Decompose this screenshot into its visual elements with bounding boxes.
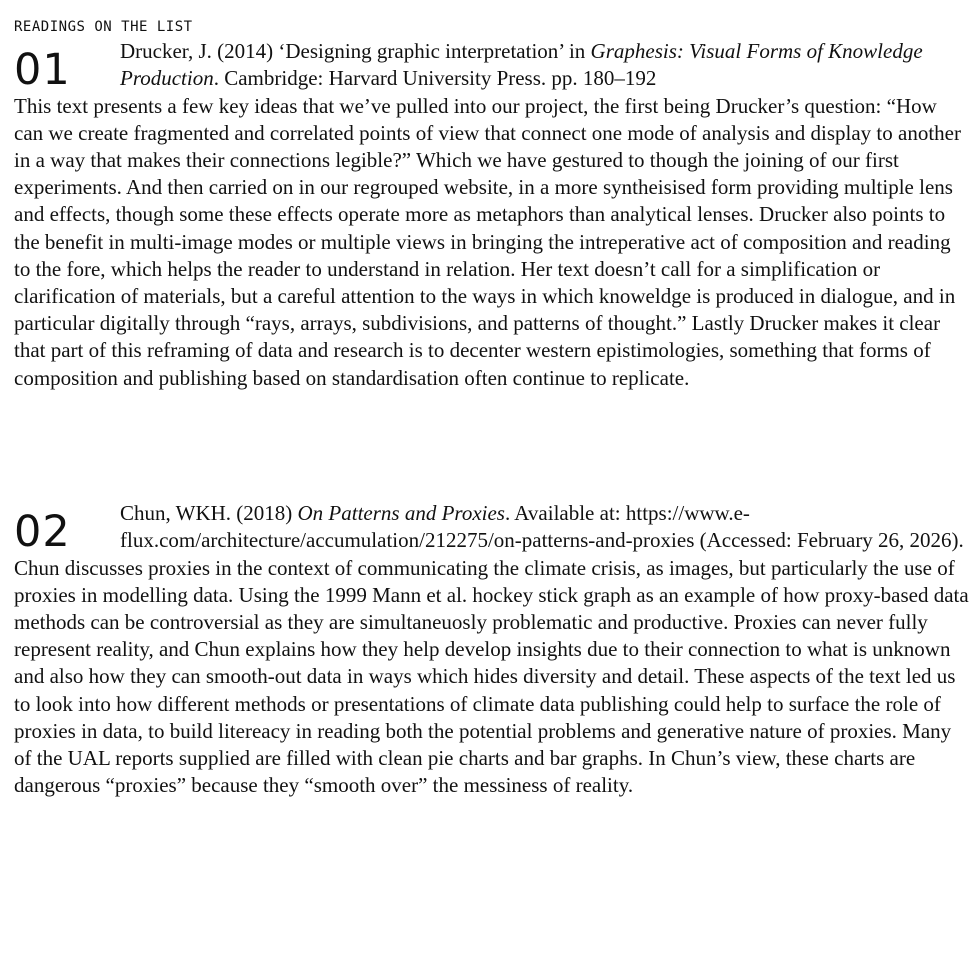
reading-entry-drucker	[14, 38, 970, 392]
reading-citation	[120, 38, 970, 93]
citation-text: . Available at: https://www.e-flux.com/architecture/accumulation/212275/on-patterns-and-proxies (Accessed: February 26, 2026).	[120, 501, 964, 553]
section-heading: READINGS ON THE LIST	[14, 19, 193, 35]
citation-text: . Cambridge: Harvard University Press. pp. 180–192	[213, 66, 657, 91]
reading-entry-chun	[14, 500, 970, 799]
citation-title: On Patterns and Proxies	[297, 501, 505, 525]
citation-text: Drucker, J. (2014) ‘Designing graphic interpretation’ in	[120, 39, 591, 63]
reading-summary: Chun discusses proxies in the context of communicating the climate crisis, as images, but particularly the use of proxies in modelling data. Using the 1999 Mann et al. hockey stick graph as an example of how proxy-based data methods can be controversial as they are simultaneuosly problematic and productive. Proxies can never fully represent reality, and Chun explains how they help develop insights due to their connection to what is unknown and also how they can smooth-out data in ways which hides diversity and detail. These aspects of the text led us to look into how different methods or presentations of climate data publishing could help to surface the role of proxies in data, to build litereacy in reading both the potential problems and generative nature of proxies. Many of the UAL reports supplied are filled with clean pie charts and bar graphs. In Chun’s view, these charts are dangerous “proxies” because they “smooth over” the messiness of reality.	[14, 555, 969, 798]
reading-citation	[120, 500, 970, 555]
reading-summary: This text presents a few key ideas that we’ve pulled into our project, the first being Drucker’s question: “How can we create fragmented and correlated points of view that connect one mode of analysis and display to another in a way that makes their connections legible?” Which we have gestured to though the joining of our first experiments. And then carried on in our regrouped website, in a more syntheisised form providing multiple lens and effects, though some these effects operate more as metaphors than analytical lenses. Drucker also points to the benefit in multi-image modes or multiple views in bringing the intreperative act of composition and reading to the fore, which helps the reader to understand in relation. Her text doesn’t call for a simplification or clarification of materials, but a careful attention to the ways in which knoweldge is produced in dialogue, and in particular digitally through “rays, arrays, subdivisions, and patterns of thought.” Lastly Drucker makes it clear that part of this reframing of data and research is to decenter western epistimologies, something that forms of composition and publishing based on standardisation often continue to replicate.	[14, 93, 961, 390]
entry-number: 01	[14, 45, 71, 95]
entry-number: 02	[14, 507, 71, 557]
citation-text: Chun, WKH. (2018)	[120, 501, 298, 525]
citation-title: Graphesis: Visual Forms of Knowledge Production	[120, 39, 923, 91]
